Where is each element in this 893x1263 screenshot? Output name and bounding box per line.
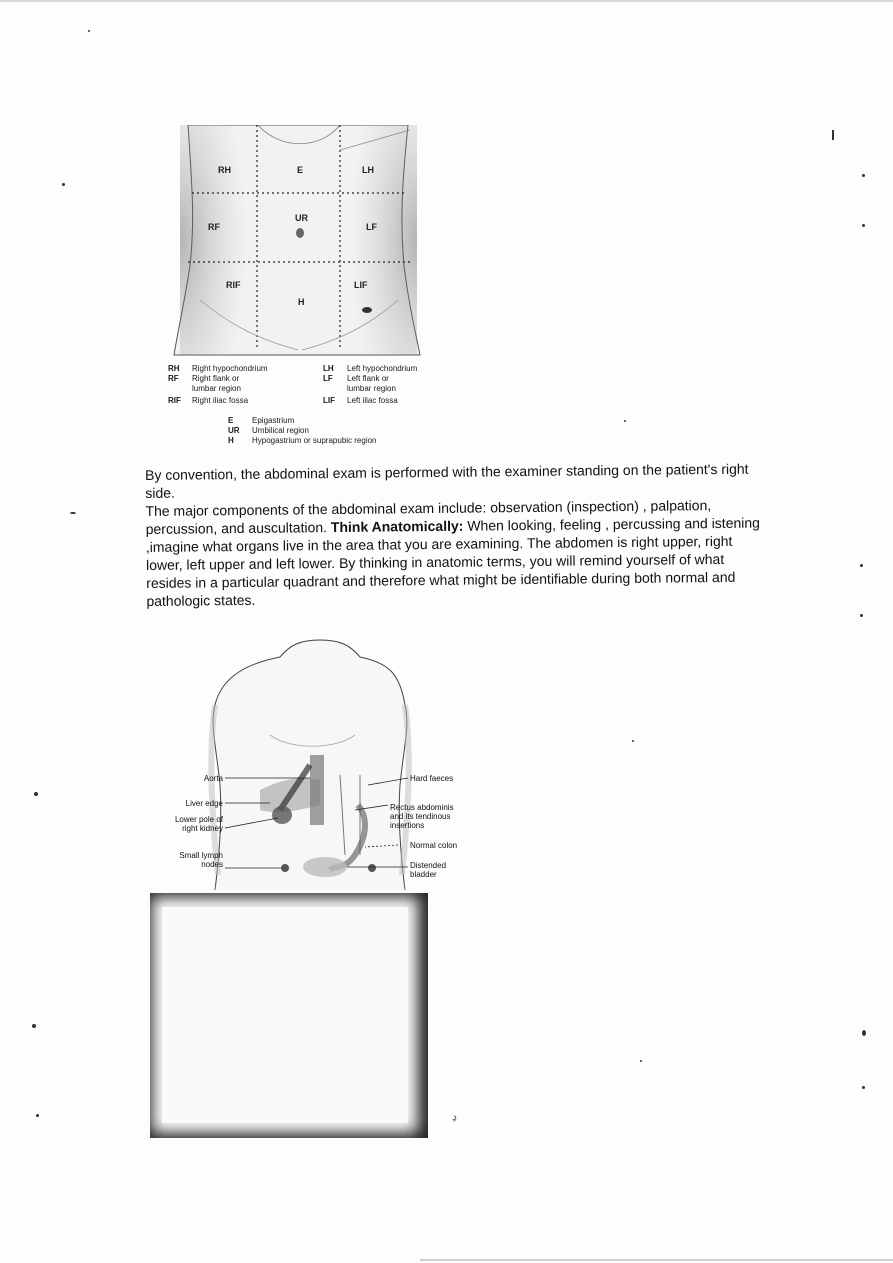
region-label-h: H (298, 297, 305, 307)
faded-photo-area (162, 907, 408, 1123)
label-lymph-nodes: Small lymph nodes (179, 851, 223, 869)
legend-entry-rh: RH Right hypochondrium (168, 364, 268, 373)
scan-speck (62, 183, 65, 186)
scan-speck (624, 420, 626, 422)
scan-speck (32, 1024, 36, 1028)
region-label-rif: RIF (226, 280, 241, 290)
legend-entry-lh: LH Left hypochondrium (323, 364, 418, 373)
legend-entry-ur: UR Umbilical region (228, 426, 309, 435)
regions-legend (168, 364, 468, 454)
label-aorta: Aorta (203, 774, 223, 783)
abdominal-regions-figure (170, 125, 430, 360)
scan-speck (862, 224, 865, 227)
torso-regions-drawing (170, 125, 430, 360)
scan-edge-top (0, 0, 893, 2)
scan-speck (632, 740, 634, 742)
scan-speck (832, 130, 834, 140)
legend-entry-lf: LF Left flank or lumbar region (323, 374, 396, 393)
scan-speck (860, 564, 863, 567)
label-liver-edge: Liver edge (185, 799, 223, 808)
scan-speck (860, 614, 863, 617)
page-mark: ِد (452, 1111, 457, 1123)
scan-speck (88, 30, 90, 32)
region-label-e: E (297, 165, 304, 175)
legend-entry-h: H Hypogastrium or suprapubic region (228, 436, 377, 445)
scan-speck (640, 1060, 642, 1062)
region-label-rh: RH (218, 165, 231, 175)
legend-entry-e: E Epigastrium (228, 416, 295, 425)
scan-speck (36, 1114, 39, 1117)
label-right-kidney: Lower pole of right kidney (174, 815, 223, 833)
label-hard-faeces: Hard faeces (410, 774, 454, 783)
scan-speck (862, 1086, 865, 1089)
paragraph-convention: By convention, the abdominal exam is performed with the examiner standing on the patient's right side. (145, 460, 749, 501)
palpable-structures-figure (160, 635, 480, 890)
legend-entry-rif: RIF Right iliac fossa (168, 396, 249, 405)
legend-entry-rf: RF Right flank or lumbar region (168, 374, 241, 393)
scan-speck (34, 792, 38, 796)
scan-speck (70, 512, 76, 514)
region-label-lf: LF (366, 222, 377, 232)
paragraph-components: The major components of the abdominal exam include: observation (inspection) , palpation, percussion, and auscultation. Think Anatomically: When looking, feeling , percussing and istening ,imagine what organs live in the area that you are examining. The abdomen is right upper, right lower, left upper and left lower. By thinking in anatomic terms, you will remind yourself of what resides in a particular quadrant and therefore what might be identifiable during both normal and pathologic states. (145, 497, 760, 609)
scan-edge-bottom (420, 1259, 893, 1261)
legend-entry-lif: LIF Left iliac fossa (323, 396, 398, 405)
region-label-lif: LIF (354, 280, 368, 290)
abdominal-exam-text (145, 460, 761, 610)
scan-speck (862, 1030, 866, 1036)
region-label-rf: RF (208, 222, 220, 232)
think-anatomically-label: Think Anatomically: (330, 517, 464, 536)
region-label-ur: UR (295, 213, 308, 223)
label-normal-colon: Normal colon (410, 841, 458, 850)
faded-photo (150, 893, 428, 1138)
label-rectus-abdominis: Rectus abdominis and its tendinous insertions (390, 803, 454, 830)
region-label-lh: LH (362, 165, 374, 175)
scan-speck (862, 174, 865, 177)
label-distended-bladder: Distended bladder (410, 861, 447, 879)
